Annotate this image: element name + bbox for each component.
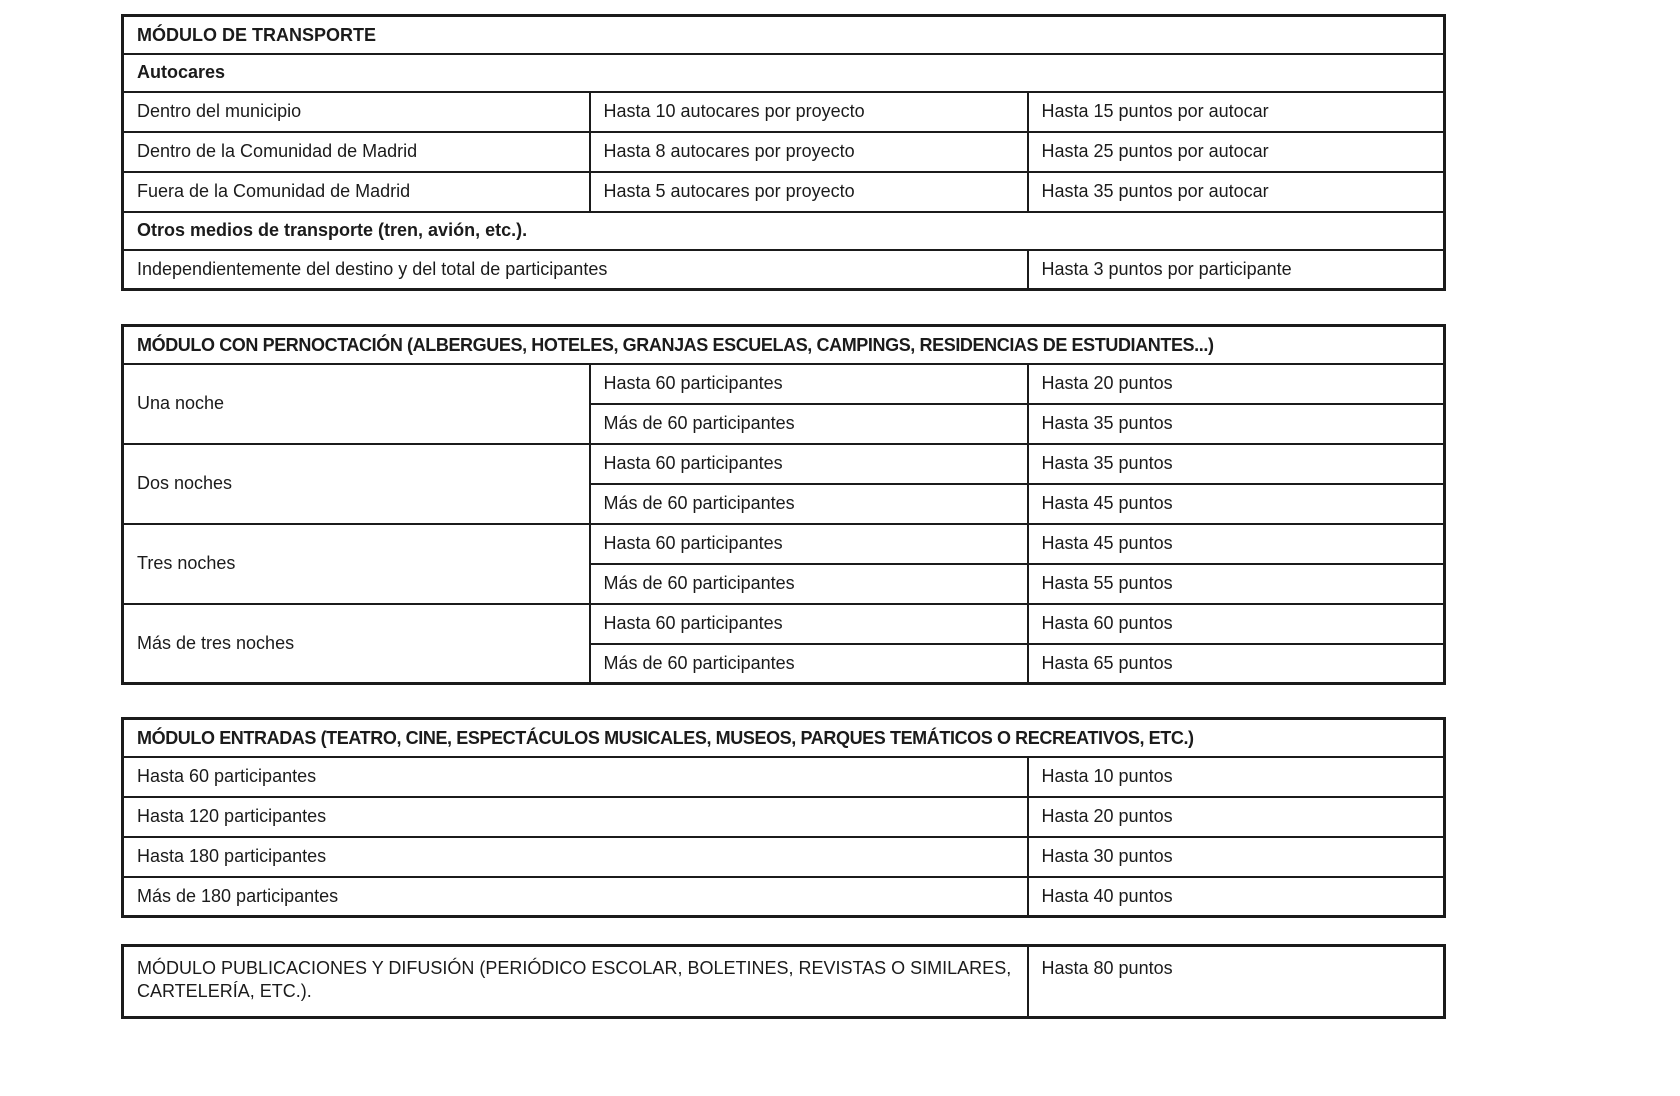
cell-participants: Hasta 60 participantes — [590, 524, 1028, 564]
transport-table — [121, 14, 1446, 291]
pernoctacion-title: MÓDULO CON PERNOCTACIÓN (ALBERGUES, HOTELES, GRANJAS ESCUELAS, CAMPINGS, RESIDENCIAS DE ESTUDIANTES...) — [123, 326, 1445, 364]
cell-category: Fuera de la Comunidad de Madrid — [123, 172, 590, 212]
cell-quantity: Hasta 8 autocares por proyecto — [590, 132, 1028, 172]
table-row — [123, 444, 1445, 484]
cell-participants: Hasta 60 participantes — [590, 444, 1028, 484]
cell-participants: Más de 60 participantes — [590, 484, 1028, 524]
cell-participants: Hasta 180 participantes — [123, 837, 1028, 877]
cell-quantity: Hasta 5 autocares por proyecto — [590, 172, 1028, 212]
cell-points: Hasta 25 puntos por autocar — [1028, 132, 1445, 172]
table-row — [123, 719, 1445, 757]
table-row — [123, 797, 1445, 837]
table-row — [123, 524, 1445, 564]
cell-points: Hasta 40 puntos — [1028, 877, 1445, 917]
entradas-table — [121, 717, 1446, 918]
table-row — [123, 16, 1445, 54]
table-row — [123, 946, 1445, 1018]
cell-points: Hasta 45 puntos — [1028, 484, 1445, 524]
transport-subheader-otros: Otros medios de transporte (tren, avión, etc.). — [123, 212, 1445, 250]
cell-quantity: Hasta 10 autocares por proyecto — [590, 92, 1028, 132]
cell-points: Hasta 80 puntos — [1028, 946, 1445, 1018]
table-row — [123, 326, 1445, 364]
publicaciones-table — [121, 944, 1446, 1019]
cell-nights-label: Una noche — [123, 364, 590, 444]
entradas-title: MÓDULO ENTRADAS (TEATRO, CINE, ESPECTÁCULOS MUSICALES, MUSEOS, PARQUES TEMÁTICOS O RECREATIVOS, ETC.) — [123, 719, 1445, 757]
table-row — [123, 172, 1445, 212]
cell-participants: Hasta 60 participantes — [590, 364, 1028, 404]
cell-points: Hasta 20 puntos — [1028, 797, 1445, 837]
table-row — [123, 757, 1445, 797]
cell-points: Hasta 45 puntos — [1028, 524, 1445, 564]
cell-points: Hasta 35 puntos — [1028, 404, 1445, 444]
pernoctacion-table — [121, 324, 1446, 685]
cell-points: Hasta 20 puntos — [1028, 364, 1445, 404]
table-row — [123, 364, 1445, 404]
cell-participants: Hasta 60 participantes — [123, 757, 1028, 797]
cell-points: Hasta 55 puntos — [1028, 564, 1445, 604]
transport-title: MÓDULO DE TRANSPORTE — [123, 16, 1445, 54]
cell-nights-label: Más de tres noches — [123, 604, 590, 684]
table-row — [123, 92, 1445, 132]
cell-category: Dentro de la Comunidad de Madrid — [123, 132, 590, 172]
cell-category: Independientemente del destino y del total de participantes — [123, 250, 1028, 290]
cell-points: Hasta 3 puntos por participante — [1028, 250, 1445, 290]
cell-participants: Más de 180 participantes — [123, 877, 1028, 917]
table-row — [123, 132, 1445, 172]
cell-points: Hasta 30 puntos — [1028, 837, 1445, 877]
cell-participants: Más de 60 participantes — [590, 564, 1028, 604]
table-row — [123, 212, 1445, 250]
cell-nights-label: Tres noches — [123, 524, 590, 604]
cell-category: Dentro del municipio — [123, 92, 590, 132]
table-row — [123, 877, 1445, 917]
cell-points: Hasta 35 puntos por autocar — [1028, 172, 1445, 212]
table-row — [123, 54, 1445, 92]
cell-nights-label: Dos noches — [123, 444, 590, 524]
cell-participants: Hasta 60 participantes — [590, 604, 1028, 644]
cell-participants: Más de 60 participantes — [590, 644, 1028, 684]
cell-points: Hasta 15 puntos por autocar — [1028, 92, 1445, 132]
cell-participants: Más de 60 participantes — [590, 404, 1028, 444]
cell-points: Hasta 60 puntos — [1028, 604, 1445, 644]
cell-points: Hasta 35 puntos — [1028, 444, 1445, 484]
cell-points: Hasta 65 puntos — [1028, 644, 1445, 684]
publicaciones-title: MÓDULO PUBLICACIONES Y DIFUSIÓN (PERIÓDICO ESCOLAR, BOLETINES, REVISTAS O SIMILARES, CARTELERÍA, ETC.). — [123, 946, 1028, 1018]
cell-points: Hasta 10 puntos — [1028, 757, 1445, 797]
cell-participants: Hasta 120 participantes — [123, 797, 1028, 837]
table-row — [123, 837, 1445, 877]
table-row — [123, 250, 1445, 290]
transport-subheader-autocares: Autocares — [123, 54, 1445, 92]
table-row — [123, 604, 1445, 644]
